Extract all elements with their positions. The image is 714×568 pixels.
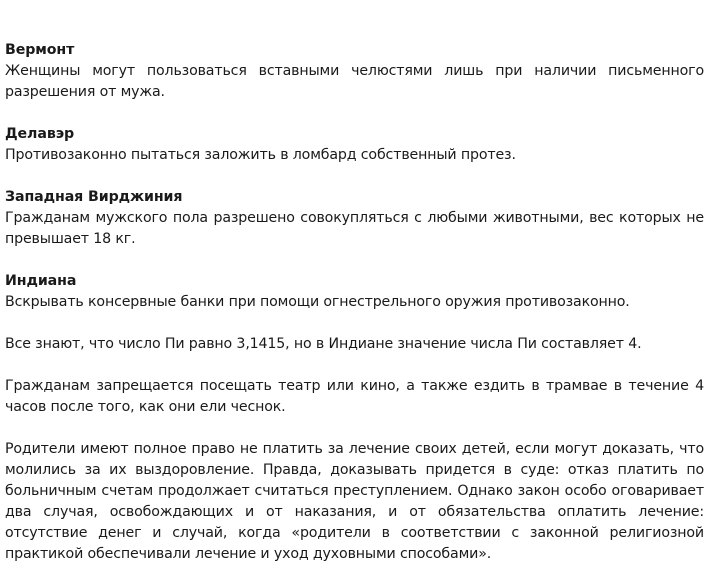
section-west-virginia <box>5 187 704 250</box>
law-paragraph: Вскрывать консервные банки при помощи огнестрельного оружия противозаконно. <box>5 294 630 310</box>
law-paragraph: Женщины могут пользоваться вставными челюстями лишь при наличии письменного разрешения от мужа. <box>5 63 704 100</box>
law-paragraph: Все знают, что число Пи равно 3,1415, но в Индиане значение числа Пи составляет 4. <box>5 336 642 352</box>
section-vermont <box>5 40 704 103</box>
section-heading: Делавэр <box>5 126 75 142</box>
law-paragraph: Противозаконно пытаться заложить в ломбард собственный протез. <box>5 147 516 163</box>
law-paragraph: Гражданам запрещается посещать театр или кино, а также ездить в трамвае в течение 4 часов после того, как они ели чеснок. <box>5 378 704 415</box>
section-heading: Западная Вирджиния <box>5 189 183 205</box>
section-heading: Индиана <box>5 273 77 289</box>
law-paragraph: Гражданам мужского пола разрешено совокупляться с любыми животными, вес которых не превышает 18 кг. <box>5 210 704 247</box>
document-body <box>5 40 704 565</box>
section-heading: Вермонт <box>5 42 75 58</box>
section-indiana <box>5 271 704 565</box>
law-paragraph: Родители имеют полное право не платить за лечение своих детей, если могут доказать, что молились за их выздоровление. Правда, доказывать придется в суде: отказ платить по больничным счетам продолжает считаться преступлением. Однако закон особо оговаривает два случая, освобождающих и от наказания, и от обязательства оплатить лечение: отсутствие денег и случай, когда «родители в соответствии с законной религиозной практикой обеспечивали лечение и уход духовными способами». <box>5 441 704 562</box>
section-delaware <box>5 124 704 166</box>
